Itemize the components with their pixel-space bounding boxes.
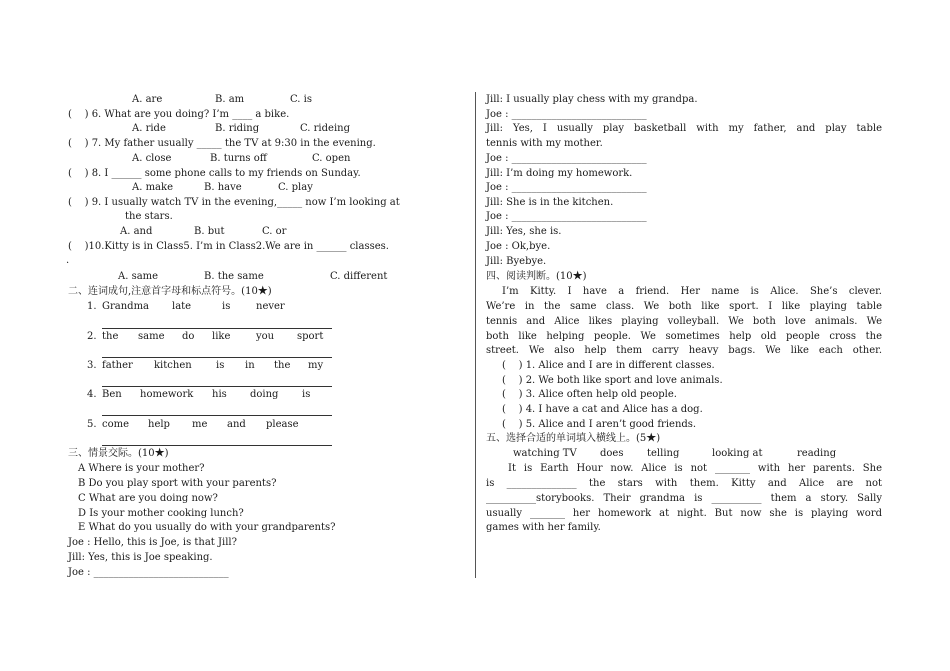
choice-option: E What do you usually do with your grandparents? (78, 522, 336, 533)
option: B. the same (204, 271, 264, 282)
judgment-item: ( ) 4. I have a cat and Alice has a dog. (502, 404, 703, 415)
word: kitchen (154, 360, 192, 371)
item-number: 5. (87, 419, 97, 430)
answer-line[interactable] (102, 357, 332, 358)
passage-line: is ______________ the stars with them. Kitty and Alice are not (486, 478, 882, 489)
word: is (222, 301, 231, 312)
choice-option: A Where is your mother? (78, 463, 205, 474)
option: C. play (278, 182, 313, 193)
answer-line[interactable] (102, 445, 332, 446)
option: A. are (132, 94, 163, 105)
passage-line: __________storybooks. Their grandma is __________ them a story. Sally (486, 493, 882, 504)
word: sport (297, 331, 324, 342)
answer-line[interactable] (102, 415, 332, 416)
dialog-answer-line[interactable]: Joe : ___________________________ (486, 211, 647, 222)
passage-line: I’m Kitty. I have a friend. Her name is Alice. She’s clever. (502, 286, 882, 297)
option: C. different (330, 271, 388, 282)
word: please (266, 419, 299, 430)
word-bank-item: telling (647, 448, 680, 459)
judgment-item: ( ) 1. Alice and I are in different classes. (502, 360, 715, 371)
question-stem: ( ) 6. What are you doing? I’m ____ a bike. (68, 109, 290, 120)
word: Ben (102, 389, 122, 400)
option: A. same (118, 271, 159, 282)
passage-line: We’re in the same class. We both like sport. I like playing table (486, 301, 882, 312)
choice-option: B Do you play sport with your parents? (78, 478, 277, 489)
dialog-line: Jill: Yes, she is. (486, 226, 562, 237)
dialog-line: Jill: She is in the kitchen. (486, 197, 614, 208)
passage-line: games with her family. (486, 522, 601, 533)
option: B. have (204, 182, 242, 193)
dialog-line: Jill: Yes, this is Joe speaking. (68, 552, 213, 563)
option: A. ride (132, 123, 166, 134)
word: me (192, 419, 208, 430)
word: is (302, 389, 311, 400)
word: come (102, 419, 130, 430)
word: help (148, 419, 170, 430)
dialog-line: Jill: Byebye. (486, 256, 547, 267)
choice-option: C What are you doing now? (78, 493, 218, 504)
item-number: 2. (87, 331, 97, 342)
option: B. riding (215, 123, 260, 134)
dialog-line: Jill: I’m doing my homework. (486, 168, 633, 179)
word-bank-item: does (600, 448, 624, 459)
word: the (102, 331, 119, 342)
word: his (212, 389, 227, 400)
question-stem: ( ) 7. My father usually _____ the TV at 9:30 in the evening. (68, 138, 376, 149)
word: do (182, 331, 195, 342)
word: late (172, 301, 192, 312)
question-stem: ( ) 9. I usually watch TV in the evening,_____ now I’m looking at (68, 197, 400, 208)
section-title: 二、连词成句,注意首字母和标点符号。(10★) (68, 286, 272, 297)
word: and (227, 419, 246, 430)
option: B. but (194, 226, 225, 237)
answer-line[interactable] (102, 386, 332, 387)
word-bank-item: looking at (712, 448, 763, 459)
option: C. rideing (300, 123, 350, 134)
option: A. and (120, 226, 153, 237)
passage-line: usually _______ her homework at night. But now she is playing word (486, 508, 882, 519)
column-divider (475, 92, 476, 578)
question-stem-cont: the stars. (125, 211, 173, 222)
dialog-answer-line[interactable]: Joe : ___________________________ (486, 153, 647, 164)
option: C. open (312, 153, 351, 164)
option: B. am (215, 94, 245, 105)
option: B. turns off (210, 153, 267, 164)
answer-line[interactable] (102, 328, 332, 329)
word: doing (250, 389, 279, 400)
dialog-answer-line[interactable]: Joe : ___________________________ (68, 567, 229, 578)
word: same (138, 331, 165, 342)
passage-line: street. We also help them carry heavy bags. We like each other. (486, 345, 882, 356)
word-bank-item: reading (797, 448, 837, 459)
item-number: 1. (87, 301, 97, 312)
question-stem: ( ) 8. I ______ some phone calls to my friends on Sunday. (68, 168, 361, 179)
word: never (256, 301, 285, 312)
passage-line: both like helping people. We sometimes help old people cross the (486, 331, 882, 342)
option: C. or (262, 226, 287, 237)
judgment-item: ( ) 3. Alice often help old people. (502, 389, 677, 400)
choice-option: D Is your mother cooking lunch? (78, 508, 244, 519)
dialog-line: Jill: I usually play chess with my grandpa. (486, 94, 698, 105)
dialog-answer-line[interactable]: Joe : ___________________________ (486, 182, 647, 193)
word: you (256, 331, 275, 342)
dialog-line: tennis with my mother. (486, 138, 603, 149)
word: like (212, 331, 231, 342)
question-stem-cont: . (66, 255, 70, 266)
item-number: 4. (87, 389, 97, 400)
section-title: 三、情景交际。(10★) (68, 448, 169, 459)
word: my (308, 360, 324, 371)
dialog-line: Jill: Yes, I usually play basketball with my father, and play table (486, 123, 882, 134)
question-stem: ( )10.Kitty is in Class5. I’m in Class2.We are in ______ classes. (68, 241, 389, 252)
dialog-answer-line[interactable]: Joe : ___________________________ (486, 109, 647, 120)
word: the (274, 360, 291, 371)
option: A. make (132, 182, 174, 193)
option: C. is (290, 94, 312, 105)
dialog-line: Joe : Ok,bye. (486, 241, 551, 252)
word: father (102, 360, 133, 371)
judgment-item: ( ) 5. Alice and I aren’t good friends. (502, 419, 697, 430)
word: in (245, 360, 255, 371)
item-number: 3. (87, 360, 97, 371)
word: homework (140, 389, 194, 400)
section-title: 四、阅读判断。(10★) (486, 271, 587, 282)
passage-line: tennis and Alice likes playing volleyball. We both love animals. We (486, 316, 882, 327)
word-bank-item: watching TV (513, 448, 577, 459)
passage-line: It is Earth Hour now. Alice is not _______ with her parents. She (508, 463, 882, 474)
option: A. close (132, 153, 172, 164)
word: is (216, 360, 225, 371)
dialog-line: Joe : Hello, this is Joe, is that Jill? (68, 537, 237, 548)
section-title: 五、选择合适的单词填入横线上。(5★) (486, 433, 661, 444)
word: Grandma (102, 301, 150, 312)
judgment-item: ( ) 2. We both like sport and love animals. (502, 375, 723, 386)
